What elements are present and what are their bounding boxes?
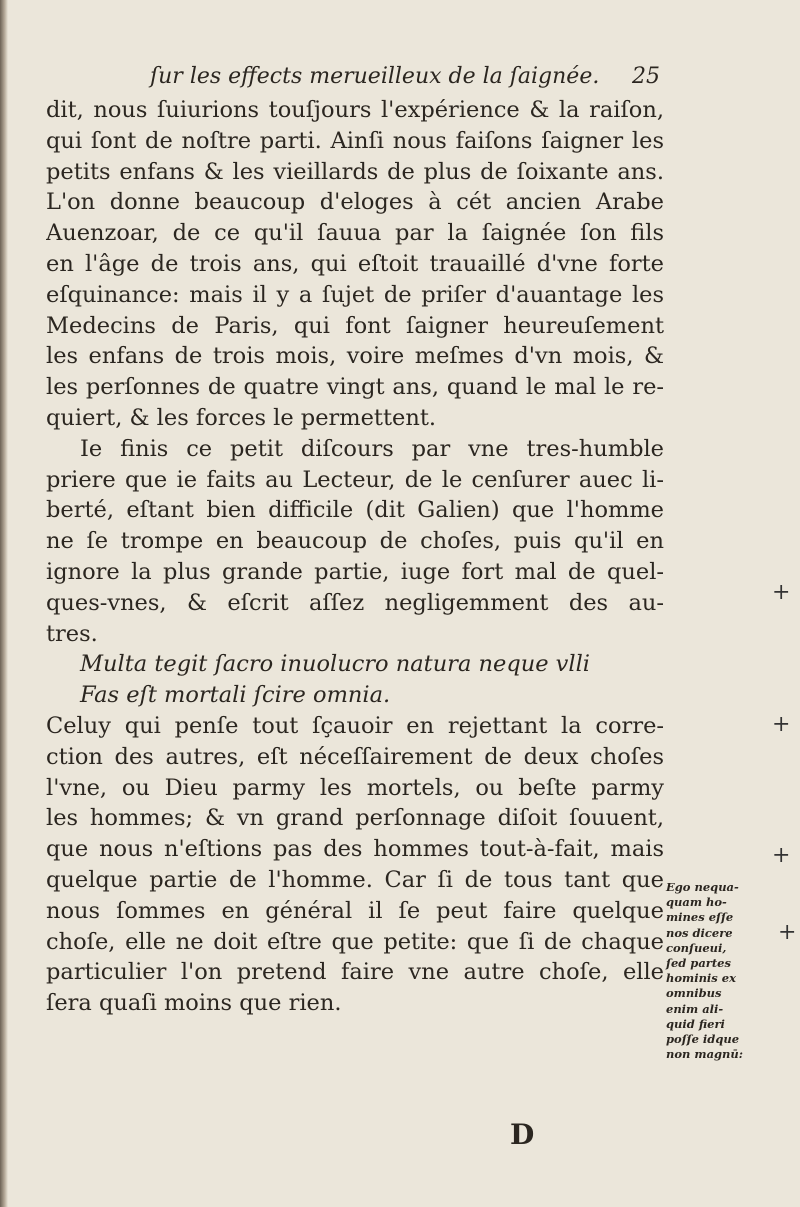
marginal-line: quam ho- [666, 895, 727, 910]
margin-mark: + [778, 920, 797, 945]
margin-mark: + [772, 580, 791, 605]
text-line: quiert, & les forces le permettent. [46, 404, 437, 431]
text-line: eſquinance: mais il y a ſujet de priſer d'auantage les [46, 281, 664, 308]
marginal-line: non magnū: [666, 1047, 744, 1062]
marginal-line: enim ali- [666, 1001, 724, 1016]
text-line: l'vne, ou Dieu parmy les mortels, ou beſte parmy [46, 774, 664, 801]
text-line: ction des autres, eſt néceſſairement de deux choſes [46, 743, 664, 770]
marginal-line: Ego nequa- [666, 880, 739, 894]
text-line: tres. [46, 620, 98, 647]
text-line: Auenzoar, de ce qu'il ſauua par la ſaignée ſon fils [46, 220, 664, 247]
text-line: choſe, elle ne doit eſtre que petite: que ſi de chaque [46, 928, 664, 955]
main-text [46, 95, 664, 1019]
marginal-note [666, 880, 756, 1062]
text-line: L'on donne beaucoup d'eloges à cét ancien Arabe [46, 189, 664, 216]
marginal-line: mines eſſe [666, 910, 734, 925]
marginal-line: nos dicere [666, 925, 733, 940]
text-line: Ie finis ce petit diſcours par vne tres-humble [80, 435, 664, 462]
marginal-line: conſueui, [666, 940, 727, 955]
text-line: que nous n'eſtions pas des hommes tout-à-fait, mais [46, 836, 664, 863]
marginal-line: quid fieri [666, 1016, 725, 1031]
text-line: Celuy qui penſe tout ſçauoir en rejettant la corre- [46, 712, 664, 739]
running-title: ſur les effects merueilleux de la ſaignée. [150, 64, 600, 89]
text-line: particulier l'on pretend faire vne autre choſe, elle [46, 959, 664, 986]
marginal-line: omnibus [666, 986, 722, 1001]
marginal-line: ſed partes [666, 956, 731, 971]
verse-line: Fas eſt mortali ſcire omnia. [80, 682, 391, 709]
text-line: ne ſe trompe en beaucoup de choſes, puis qu'il en [46, 528, 664, 555]
text-line: quelque partie de l'homme. Car ſi de tous tant que [46, 866, 664, 893]
text-line: Medecins de Paris, qui font ſaigner heureuſement [46, 312, 664, 339]
margin-mark: + [772, 712, 791, 737]
text-line: nous ſommes en général il ſe peut faire quelque [46, 897, 664, 924]
text-line: en l'âge de trois ans, qui eſtoit trauaillé d'vne forte [46, 250, 664, 277]
margin-mark: + [772, 843, 791, 868]
text-line: ignore la plus grande partie, iuge fort mal de quel- [46, 558, 664, 585]
text-line: dit, nous ſuiurions touſjours l'expérience & la raiſon, [46, 97, 664, 123]
text-line: qui ſont de noſtre parti. Ainſi nous faiſons ſaigner les [46, 127, 664, 154]
text-line: les hommes; & vn grand perſonnage diſoit ſouuent, [46, 805, 664, 832]
page-gutter-shadow [0, 0, 8, 1207]
text-line: berté, eſtant bien difficile (dit Galien) que l'homme [46, 497, 664, 524]
text-line: ſera quaſi moins que rien. [46, 990, 342, 1017]
verse-line: Multa tegit ſacro inuolucro natura neque vlli [80, 651, 590, 678]
marginal-line: hominis ex [666, 971, 736, 986]
text-line: ques-vnes, & eſcrit aſſez negligemment des au- [46, 589, 664, 616]
signature-mark: D [510, 1118, 535, 1151]
text-line: petits enfans & les vieillards de plus de ſoixante ans. [46, 158, 664, 185]
text-line: priere que ie faits au Lecteur, de le cenſurer auec li- [46, 466, 664, 493]
running-header [150, 64, 660, 94]
text-line: les perſonnes de quatre vingt ans, quand le mal le re- [46, 374, 664, 401]
page-number: 25 [632, 64, 660, 89]
text-line: les enfans de trois mois, voire meſmes d'vn mois, & [46, 343, 664, 370]
marginal-line: poſſe idque [666, 1032, 740, 1047]
